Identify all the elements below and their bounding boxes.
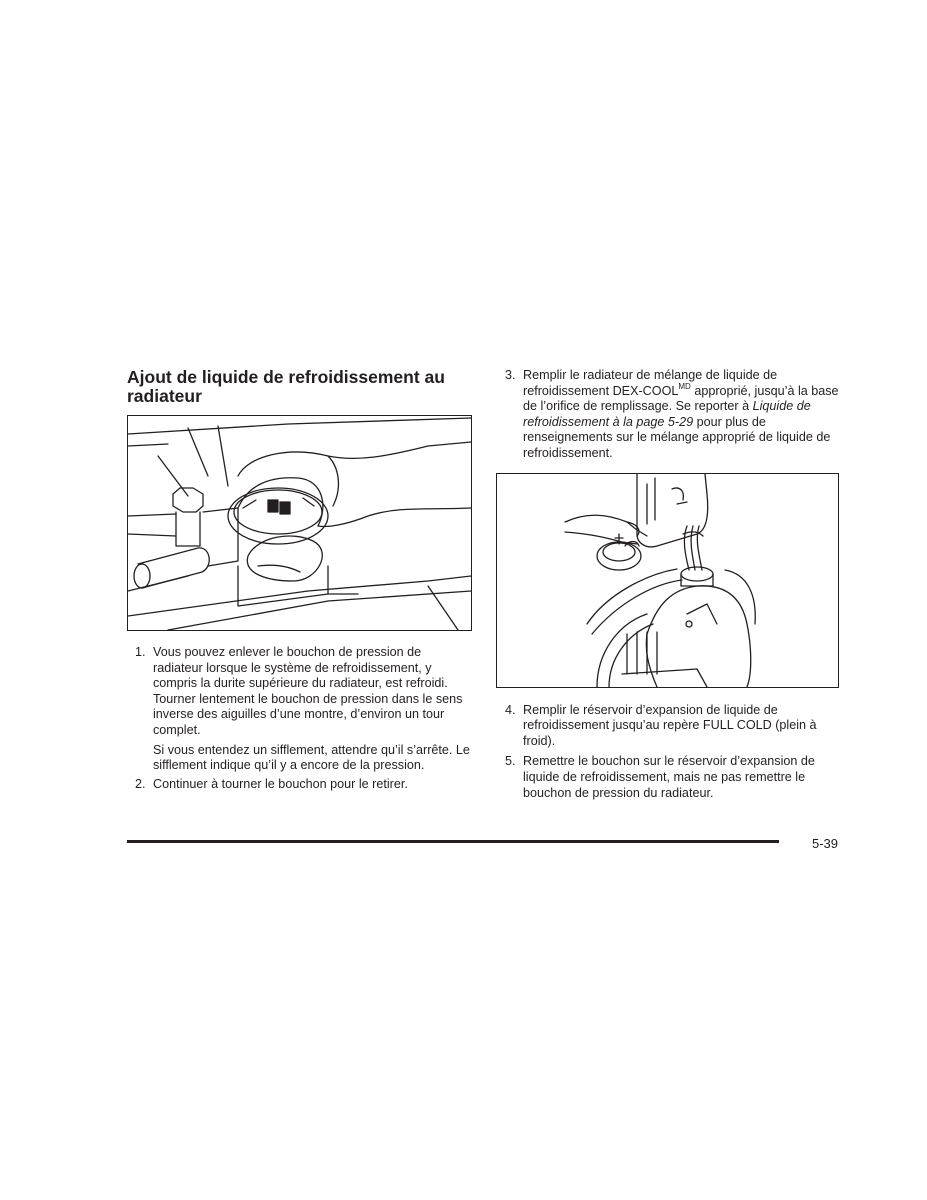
step-number: 2. xyxy=(135,776,146,791)
steps-list-left xyxy=(127,645,472,792)
step-number: 3. xyxy=(505,368,516,382)
step-text-part: approprié, jusqu’à la base de l’orifice de remplissage. Se reporter à xyxy=(523,383,839,414)
step-text: Vous pouvez enlever le bouchon de pression de radiateur lorsque le système de refroidissement, y compris la durite supérieure du radiateur, est refroidi. Tourner lentement le bouchon de pression dans le sens inverse des aiguilles d’une montre, d’environ un tour complet. xyxy=(153,645,463,737)
step-text: Remettre le bouchon sur le réservoir d’expansion de liquide de refroidissement, mais ne pas remettre le bouchon de pression du radiateur. xyxy=(523,754,815,800)
step-text-part: Remplir le radiateur de mélange de liquide de refroidissement DEX-COOL xyxy=(523,368,778,398)
page-number: 5-39 xyxy=(812,836,839,851)
right-column xyxy=(505,368,845,801)
step-number: 5. xyxy=(505,754,516,769)
step-item xyxy=(127,645,472,774)
steps-list-right xyxy=(505,368,845,462)
step-item xyxy=(505,368,845,462)
step-item xyxy=(505,703,845,750)
step-item xyxy=(127,777,472,793)
step-item xyxy=(505,754,845,801)
step-number: 1. xyxy=(135,645,146,659)
steps-list-right-lower xyxy=(505,703,845,802)
step-text: Continuer à tourner le bouchon pour le retirer. xyxy=(153,776,408,791)
footer-rule xyxy=(127,840,779,843)
step-text: Remplir le réservoir d’expansion de liquide de refroidissement jusqu’au repère FULL COLD (plein à froid). xyxy=(523,702,817,748)
step-text-part: pour plus de renseignements sur le mélange approprié de liquide de refroidissement. xyxy=(523,414,831,460)
coolant-fill-illustration xyxy=(496,473,839,688)
section-title: Ajout de liquide de refroidissement au radiateur xyxy=(127,367,445,406)
step-number: 4. xyxy=(505,702,516,717)
radiator-cap-illustration xyxy=(127,415,472,631)
left-column xyxy=(127,368,472,792)
step-note: Si vous entendez un sifflement, attendre qu’il s’arrête. Le sifflement indique qu’il y a encore de la pression. xyxy=(153,742,470,773)
trademark-mark: MD xyxy=(678,381,691,391)
cross-reference-link[interactable]: Liquide de refroidissement à la page 5-29 xyxy=(523,399,811,429)
